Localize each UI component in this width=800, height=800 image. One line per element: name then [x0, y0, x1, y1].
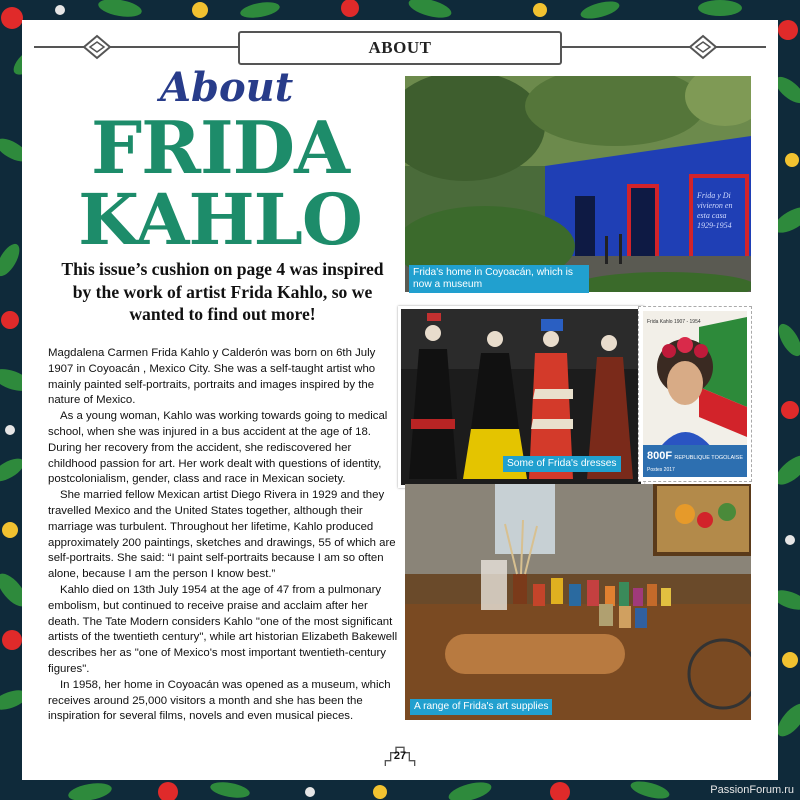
house-caption: Frida's home in Coyoacán, which is now a museum: [409, 265, 589, 293]
house-wall-text: Frida y Di vivieron en esta casa 1929-1954: [697, 191, 733, 230]
watermark: PassionForum.ru: [710, 784, 794, 796]
house-photo: [405, 76, 751, 292]
stamp-illustration: [639, 307, 751, 481]
paragraph: She married fellow Mexican artist Diego Rivera in 1929 and they travelled Mexico and the United States together, although their marriage was turbulent. Throughout her lifetime, Kahlo produced approximately 200 paintings, sketches and drawings, 55 of which are self-portraits. She said: “I paint self-portraits because I am so often alone, because I am the person I know best.”: [48, 489, 396, 581]
house-illustration: [405, 76, 751, 292]
article-body: [48, 346, 398, 725]
stamp-country: [674, 455, 743, 461]
paragraph: In 1958, her home in Coyoacán was opened as a museum, which receives around 25,000 visitors a month and she has been the inspiration for several films, novels and even musical pieces.: [48, 678, 391, 723]
stamp-value: 800F: [647, 450, 673, 462]
subheading: This issue’s cushion on page 4 was inspired by the work of artist Frida Kahlo, so we wanted to find out more!: [61, 259, 384, 325]
header-rule-left: [34, 46, 238, 48]
page-number: 27: [393, 750, 407, 762]
art-supplies-photo: [405, 484, 751, 720]
section-header-tab: [238, 31, 562, 65]
diamond-ornament-left-icon: [82, 34, 112, 60]
stamp-top-label: Frida Kahlo 1907 - 1954: [647, 319, 701, 325]
stamp-country-line: REPUBLIQUE TOGOLAISE: [674, 455, 743, 461]
art-supplies-illustration: [405, 484, 751, 720]
paragraph: Magdalena Carmen Frida Kahlo y Calderón was born on 6th July 1907 in Coyoacán , Mexico City. She was a self-taught artist who mainly painted self-portraits, portraits and images inspired by the nature of Mexico.: [48, 347, 376, 407]
art-supplies-caption: A range of Frida's art supplies: [410, 699, 552, 715]
dresses-caption: Some of Frida's dresses: [503, 456, 621, 472]
title-frida: FRIDA: [91, 105, 349, 190]
title-kahlo: KAHLO: [78, 178, 362, 261]
stamp-photo: [638, 306, 752, 482]
diamond-ornament-right-icon: [688, 34, 718, 60]
header-rule-right: [560, 46, 766, 48]
paragraph: As a young woman, Kahlo was working towards going to medical school, when she was injured in a bus accident at the age of 18. During her recovery from the accident, she rediscovered her childhood passion for art. Her work dealt with questions of identity, postcolonialism, gender, class and race in Mexican society.: [48, 410, 388, 486]
section-header-label: ABOUT: [368, 38, 432, 57]
paragraph: Kahlo died on 13th July 1954 at the age of 47 from a pulmonary embolism, but continued to receive praise and acclaim after her death. The Tate Modern considers Kahlo "one of the most significant artists of the twentieth century", while art historian Elizabeth Bakewell describes her as "one of Mexico's most important twentieth-century figures".: [48, 583, 398, 675]
title-about: About: [160, 64, 294, 111]
stamp-year: Postes 2017: [647, 467, 675, 473]
